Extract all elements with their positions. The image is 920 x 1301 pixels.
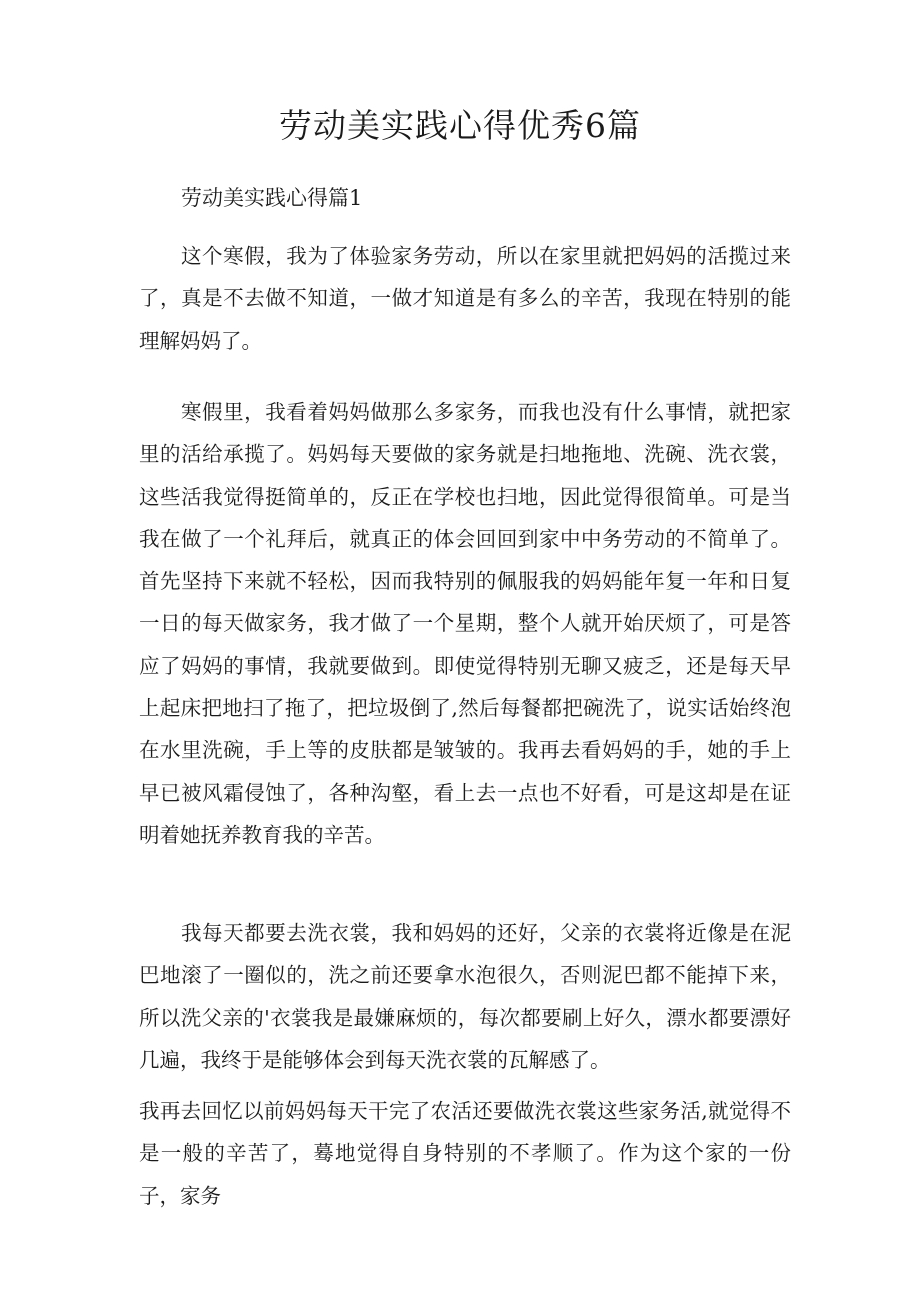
paragraph-4: 我再去回忆以前妈妈每天干完了农活还要做洗衣裳这些家务活,就觉得不是一般的辛苦了，蓦地觉得自身特别的不孝顺了。作为这个家的一份子，家务 — [139, 1099, 791, 1208]
document-title: 劳动美实践心得优秀6篇 — [279, 106, 641, 145]
paragraph-2: 寒假里，我看着妈妈做那么多家务，而我也没有什么事情，就把家里的活给承揽了。妈妈每天要做的家务就是扫地拖地、洗碗、洗衣裳，这些活我觉得挺简单的，反正在学校也扫地，因此觉得很简单。可是当我在做了一个礼拜后，就真正的体会回回到家中中务劳动的不简单了。首先坚持下来就不轻松，因而我特别的佩服我的妈妈能年复一年和日复一日的每天做家务，我才做了一个星期，整个人就开始厌烦了，可是答应了妈妈的事情，我就要做到。即使觉得特别无聊又疲乏，还是每天早上起床把地扫了拖了，把垃圾倒了,然后每餐都把碗洗了，说实话始终泡在水里洗碗，手上等的皮肤都是皱皱的。我再去看妈妈的手，她的手上早已被风霜侵蚀了，各种沟壑，看上去一点也不好看，可是这却是在证明着她抚养教育我的辛苦。 — [139, 400, 791, 847]
paragraph-3: 我每天都要去洗衣裳，我和妈妈的还好，父亲的衣裳将近像是在泥巴地滚了一圈似的，洗之前还要拿水泡很久，否则泥巴都不能掉下来，所以洗父亲的'衣裳我是最嫌麻烦的，每次都要刷上好久，漂水都要漂好几遍，我终于是能够体会到每天洗衣裳的瓦解感了。 — [139, 921, 791, 1072]
paragraph-1: 这个寒假，我为了体验家务劳动，所以在家里就把妈妈的活揽过来了，真是不去做不知道，一做才知道是有多么的辛苦，我现在特别的能理解妈妈了。 — [139, 244, 791, 353]
section-heading: 劳动美实践心得篇1 — [181, 186, 363, 210]
